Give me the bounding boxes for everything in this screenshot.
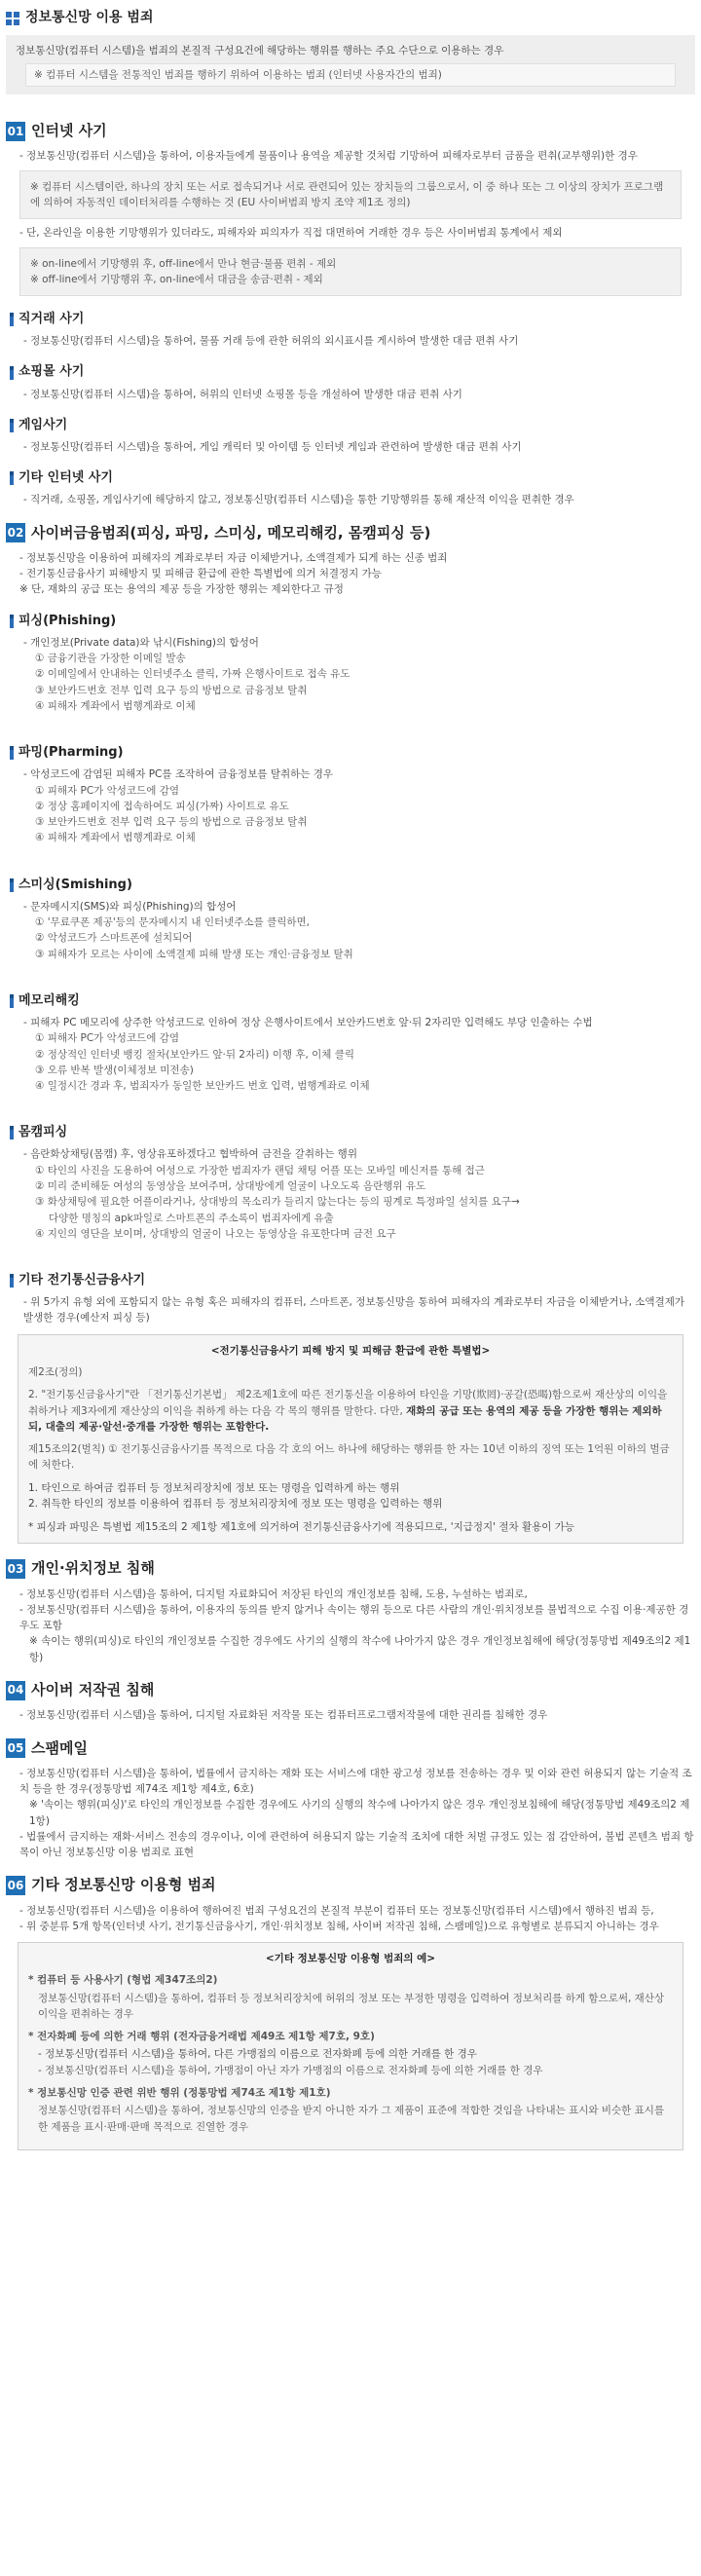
subsection-header	[10, 416, 695, 435]
intro-box	[6, 35, 695, 95]
subsection-text: - 위 5가지 유형 외에 포함되지 않는 유형 혹은 피해자의 컴퓨터, 스마트폰, 정보통신망을 통하여 피해자의 계좌로부터 자금을 이체받거나, 소액결제가 발생한 경우(예산저 피싱 등)	[23, 1296, 684, 1325]
list-item: ② 미리 준비해둔 여성의 동영상을 보여주며, 상대방에게 얼굴이 나오도록 음란행위 유도	[35, 1180, 426, 1193]
law-article: 제2조(정의)	[28, 1366, 83, 1379]
section-text: - 단, 온라인을 이용한 기망행위가 있더라도, 피해자와 피의자가 직접 대면하여 거래한 경우 등은 사이버범죄 통계에서 제외	[19, 227, 563, 240]
example-text: 정보통신망(컴퓨터 시스템)을 통하여, 컴퓨터 등 정보처리장치에 허위의 정보 또는 부정한 명령을 입력하여 정보처리를 하게 함으로써, 재산상 이익을 편취하는 경우	[38, 1992, 665, 2020]
section-header	[6, 1679, 695, 1701]
list-item: ④ 피해자 계좌에서 범행계좌로 이체	[35, 832, 196, 844]
law-text-emphasis: 재화의 공급 또는 용역의 제공 등을 가장한 행위는 제외하되, 대출의 제공·알선·중개를 가장한 행위는 포함한다.	[28, 1404, 662, 1433]
bar-marker-icon	[10, 615, 14, 628]
example-heading: * 정보통신망 인증 관련 위반 행위 (정통망법 제74조 제1항 제1호)	[28, 2086, 331, 2099]
section-text: - 정보통신망(컴퓨터 시스템)을 통하여, 디지털 자료화되어 저장된 타인의 개인정보를 침해, 도용, 누설하는 범죄로,	[19, 1587, 528, 1600]
section-number: 03	[6, 1559, 25, 1579]
note-box	[19, 170, 682, 220]
section-title: 사이버금융범죄(피싱, 파밍, 스미싱, 메모리해킹, 몸캠피싱 등)	[31, 523, 431, 541]
page-header	[6, 0, 695, 35]
law-article: 제15조의2(벌칙) ① 전기통신금융사기를 목적으로 다음 각 호의 어느 하나에 해당하는 행위를 한 자는 10년 이하의 징역 또는 1억원 이하의 벌금에 처한다.	[28, 1443, 670, 1472]
subsection-title: 피싱(Phishing)	[18, 613, 117, 628]
bar-marker-icon	[10, 878, 14, 892]
section-header	[6, 120, 695, 142]
section-number: 06	[6, 1876, 25, 1895]
list-item: 다양한 명칭의 apk파일로 스마트폰의 주소록이 범죄자에게 유출	[49, 1212, 334, 1224]
list-item: ④ 피해자 계좌에서 범행계좌로 이체	[35, 699, 196, 712]
subsection-text: - 문자메시지(SMS)와 피싱(Phishing)의 합성어	[23, 900, 237, 913]
subsection-header	[10, 1123, 695, 1142]
note-box	[19, 247, 682, 297]
list-item: ① 피해자 PC가 악성코드에 감염	[35, 1032, 179, 1045]
list-item: ② 이메일에서 안내하는 인터넷주소 클릭, 가짜 은행사이트로 접속 유도	[35, 668, 350, 681]
list-item: ③ 보안카드번호 전부 입력 요구 등의 방법으로 금융정보 탈취	[35, 684, 308, 696]
section-text: ※ 속이는 행위(피싱)로 타인의 개인정보를 수집한 경우에도 사기의 실행의 착수에 나아가지 않은 경우 개인정보침해에 해당(정통망법 제49조의2 제1항)	[29, 1635, 691, 1663]
subsection-header	[10, 1271, 695, 1290]
note-text: ※ on-line에서 기망행위 후, off-line에서 만나 현금·물품 편취 - 제외	[30, 257, 337, 270]
law-title: <전기통신금융사기 피해 방지 및 피해금 환급에 관한 특별법>	[210, 1344, 491, 1357]
step-list	[6, 1163, 695, 1242]
section-06	[6, 1874, 695, 2149]
list-item: ③ 오류 반복 발생(이체정보 미전송)	[35, 1064, 194, 1076]
section-text: ※ 단, 재화의 공급 또는 용역의 제공 등을 가장한 행위는 제외한다고 규정	[19, 583, 344, 596]
note-text: ※ 컴퓨터 시스템이란, 하나의 장치 또는 서로 접속되거나 서로 관련되어 있는 장치들의 그룹으로서, 이 중 하나 또는 그 이상의 장치가 프로그램에 의하여 자동적인 데이터처리를 수행하는 것 (EU 사이버범죄 방지 조약 제1조 정의)	[30, 180, 664, 208]
section-header	[6, 1557, 695, 1580]
list-item: ② 악성코드가 스마트폰에 설치되어	[35, 932, 193, 945]
section-text: ※ '속이는 행위(피싱)'로 타인의 개인정보를 수집한 경우에도 사기의 실행의 착수에 나아가지 않은 경우 개인정보침해에 해당(정통망법 제49조의2 제1항)	[29, 1799, 690, 1827]
list-item: ① '무료쿠폰 제공'등의 문자메시지 내 인터넷주소를 클릭하면,	[35, 916, 310, 929]
section-text: - 정보통신망(컴퓨터 시스템)을 이용하여 행하여진 범죄 구성요건의 본질적 부분이 컴퓨터 또는 정보통신망(컴퓨터 시스템)에서 행하진 범죄 등,	[19, 1904, 654, 1917]
law-box	[18, 1334, 683, 1545]
list-item: ② 정상적인 인터넷 뱅킹 절차(보안카드 앞·뒤 2자리) 이행 후, 이체 클릭	[35, 1048, 355, 1061]
section-text: - 정보통신망(컴퓨터 시스템)을 통하여, 디지털 자료화된 저작물 또는 컴퓨터프로그램저작물에 대한 권리를 침해한 경우	[19, 1709, 548, 1722]
example-text: 정보통신망(컴퓨터 시스템)을 통하여, 정보통신망의 인증을 받지 아니한 자가 그 제품이 표준에 적합한 것임을 나타내는 표시와 비슷한 표시를 한 제품을 표시·판매·판매 목적으로 진열한 경우	[38, 2105, 665, 2133]
list-item: ① 피해자 PC가 악성코드에 감염	[35, 784, 179, 797]
step-list	[6, 783, 695, 846]
subsection-title: 스미싱(Smishing)	[18, 877, 132, 892]
subsection-header	[10, 310, 695, 329]
section-header	[6, 1737, 695, 1760]
bar-marker-icon	[10, 746, 14, 760]
section-header	[6, 1874, 695, 1896]
subsection-title: 쇼핑몰 사기	[18, 364, 85, 380]
subsection-header	[10, 468, 695, 488]
list-item: ③ 화상채팅에 필요한 어플이라거나, 상대방의 목소리가 들리지 않는다는 등의 핑계로 특정파일 설치를 요구→	[35, 1196, 520, 1209]
section-number: 04	[6, 1681, 25, 1700]
section-05	[6, 1737, 695, 1861]
law-item: 2. 취득한 타인의 정보를 이용하여 컴퓨터 등 정보처리장치에 정보 또는 명령을 입력하는 행위	[28, 1497, 443, 1510]
list-item: ④ 일정시간 경과 후, 범죄자가 동일한 보안카드 번호 입력, 범행계좌로 이체	[35, 1080, 370, 1093]
section-number: 01	[6, 122, 25, 141]
section-text: - 위 중분류 5개 항목(인터넷 사기, 전기통신금융사기, 개인·위치정보 침해, 사이버 저작권 침해, 스팸메일)으로 유형별로 분류되지 아니하는 경우	[19, 1920, 659, 1932]
list-item: ② 정상 홈페이지에 접속하여도 피싱(가짜) 사이트로 유도	[35, 800, 289, 812]
list-item: ③ 보안카드번호 전부 입력 요구 등의 방법으로 금융정보 탈취	[35, 816, 308, 829]
step-list	[6, 651, 695, 714]
section-04	[6, 1679, 695, 1724]
subsection-title: 몸캠피싱	[18, 1125, 68, 1140]
bar-marker-icon	[10, 994, 14, 1008]
subsection-text: - 직거래, 쇼핑몰, 게임사기에 해당하지 않고, 정보통신망(컴퓨터 시스템)을 통한 기망행위를 통해 재산적 이익을 편취한 경우	[23, 494, 574, 506]
subsection-header	[10, 362, 695, 382]
example-text: - 정보통신망(컴퓨터 시스템)을 통하여, 다른 가맹점의 이름으로 전자화폐 등에 의한 거래를 한 경우	[38, 2048, 477, 2061]
section-text: - 정보통신망(컴퓨터 시스템)을 통하여, 법률에서 금지하는 재화 또는 서비스에 대한 광고성 정보를 전송하는 경우 및 이와 관련 허용되지 않는 기술적 조치 등을 한 경우(정통망법 제74조 제1항 제4호, 6호)	[19, 1767, 692, 1796]
law-note: * 피싱과 파밍은 특별법 제15조의 2 제1항 제1호에 의거하여 전기통신금융사기에 적용되므로, '지급정지' 절차 활용이 가능	[28, 1521, 575, 1534]
subsection-text: - 음란화상채팅(몸캠) 후, 영상유포하겠다고 협박하여 금전을 갈취하는 행위	[23, 1148, 357, 1161]
subsection-title: 기타 인터넷 사기	[18, 470, 113, 486]
subsection-title: 직거래 사기	[18, 312, 85, 327]
section-title: 인터넷 사기	[31, 122, 107, 140]
bar-marker-icon	[10, 419, 14, 432]
law-text: 2. "전기통신금융사기"란 「전기통신기본법」 제2조제1호에 따른 전기통신을 이용하여 타인을 기망(欺罔)·공갈(恐喝)함으로써 재산상의 이익을 취하거나 제3자에게 재산상의 이익을 취하게 하는 다음 각 목의 행위를 말한다. 다만,	[28, 1389, 668, 1417]
example-title: <기타 정보통신망 이용형 범죄의 예>	[265, 1953, 436, 1965]
section-title: 사이버 저작권 침해	[31, 1680, 155, 1699]
subsection-header	[10, 991, 695, 1011]
subsection-header	[10, 743, 695, 763]
grid-icon	[6, 12, 19, 25]
subsection-title: 기타 전기통신금융사기	[18, 1273, 146, 1288]
example-box	[18, 1942, 683, 2150]
subsection-title: 게임사기	[18, 417, 68, 432]
bar-marker-icon	[10, 1274, 14, 1288]
section-header	[6, 522, 695, 544]
law-item: 1. 타인으로 하여금 컴퓨터 등 정보처리장치에 정보 또는 명령을 입력하게 하는 행위	[28, 1481, 400, 1494]
subsection-text: - 정보통신망(컴퓨터 시스템)을 통하여, 허위의 인터넷 쇼핑몰 등을 개설하여 발생한 대금 편취 사기	[23, 388, 462, 400]
list-item: ③ 피해자가 모르는 사이에 소액결제 피해 발생 또는 개인·금융정보 탈취	[35, 948, 353, 960]
subsection-header	[10, 876, 695, 895]
section-text: - 정보통신망(컴퓨터 시스템)을 통하여, 이용자들에게 물품이나 용역을 제공할 것처럼 기망하여 피해자로부터 금품을 편취(교부행위)한 경우	[19, 150, 638, 163]
section-01	[6, 120, 695, 507]
section-text: - 정보통신망을 이용하여 피해자의 계좌로부터 자금 이체받거나, 소액결제가 되게 하는 신종 범죄	[19, 551, 448, 564]
section-text: - 전기통신금융사기 피해방지 및 피해금 환급에 관한 특별법에 의거 처결정지 가능	[19, 568, 382, 580]
law-paragraph	[28, 1387, 673, 1435]
step-list	[6, 915, 695, 962]
note-text: ※ off-line에서 기망행위 후, on-line에서 대금을 송금·편취 - 제외	[30, 273, 323, 285]
section-title: 기타 정보통신망 이용형 범죄	[31, 1876, 216, 1894]
section-number: 05	[6, 1738, 25, 1758]
intro-note: ※ 컴퓨터 시스템을 전통적인 범죄를 행하기 위하여 이용하는 범죄 (인터넷 사용자간의 범죄)	[25, 63, 676, 87]
subsection-text: - 개인정보(Private data)와 낚시(Fishing)의 합성어	[23, 636, 259, 649]
subsection-title: 파밍(Pharming)	[18, 745, 124, 761]
bar-marker-icon	[10, 366, 14, 380]
subsection-text: - 악성코드에 감염된 피해자 PC를 조작하여 금융정보를 탈취하는 경우	[23, 768, 334, 781]
section-03	[6, 1557, 695, 1665]
example-heading: * 컴퓨터 등 사용사기 (형법 제347조의2)	[28, 1974, 218, 1987]
intro-text: 정보통신망(컴퓨터 시스템)을 범죄의 본질적 구성요건에 해당하는 행위를 행하는 주요 수단으로 이용하는 경우	[16, 44, 504, 56]
example-heading: * 전자화폐 등에 의한 거래 행위 (전자금융거래법 제49조 제1항 제7호, 9호)	[28, 2031, 375, 2043]
section-02	[6, 522, 695, 1545]
list-item: ① 금융기관을 가장한 이메일 발송	[35, 653, 186, 665]
page-title: 정보통신망 이용 범죄	[25, 10, 154, 25]
bar-marker-icon	[10, 1126, 14, 1139]
subsection-text: - 정보통신망(컴퓨터 시스템)을 통하여, 물품 거래 등에 관한 허위의 외시표시를 게시하여 발생한 대금 편취 사기	[23, 335, 519, 348]
section-text: - 법률에서 금지하는 재화·서비스 전송의 경우이나, 이에 관련하여 허용되지 않는 기술적 조치에 대한 처벌 규정도 있는 점 감안하여, 불법 콘텐츠 범죄 항목이 아닌 정보통신망 이용 범죄로 표현	[19, 1830, 694, 1859]
subsection-text: - 정보통신망(컴퓨터 시스템)을 통하여, 게임 캐릭터 및 아이템 등 인터넷 게임과 관련하여 발생한 대금 편취 사기	[23, 441, 522, 454]
step-list	[6, 1030, 695, 1094]
bar-marker-icon	[10, 471, 14, 485]
section-title: 개인·위치정보 침해	[31, 1559, 155, 1578]
section-text: - 정보통신망(컴퓨터 시스템)을 통하여, 이용자의 동의를 받지 않거나 속이는 행위 등으로 다른 사람의 개인·위치정보를 불법적으로 수집 이용·제공한 경우도 포함	[19, 1603, 689, 1632]
subsection-header	[10, 612, 695, 631]
section-number: 02	[6, 523, 25, 542]
list-item: ④ 지인의 영단을 보이며, 상대방의 얼굴이 나오는 동영상을 유포한다며 금전 요구	[35, 1227, 396, 1240]
section-title: 스팸메일	[31, 1738, 88, 1757]
example-text: - 정보통신망(컴퓨터 시스템)을 통하여, 가맹점이 아닌 자가 가맹점의 이름으로 전자화폐 등에 의한 거래를 한 경우	[38, 2064, 543, 2076]
list-item: ① 타인의 사진을 도용하여 여성으로 가장한 범죄자가 랜덤 채팅 어플 또는 모바일 메신저를 통해 접근	[35, 1164, 485, 1176]
subsection-title: 메모리해킹	[18, 992, 80, 1008]
bar-marker-icon	[10, 313, 14, 326]
subsection-text: - 피해자 PC 메모리에 상주한 악성코드로 인하여 정상 은행사이트에서 보안카드번호 앞·뒤 2자리만 입력해도 부당 인출하는 수법	[23, 1017, 593, 1029]
